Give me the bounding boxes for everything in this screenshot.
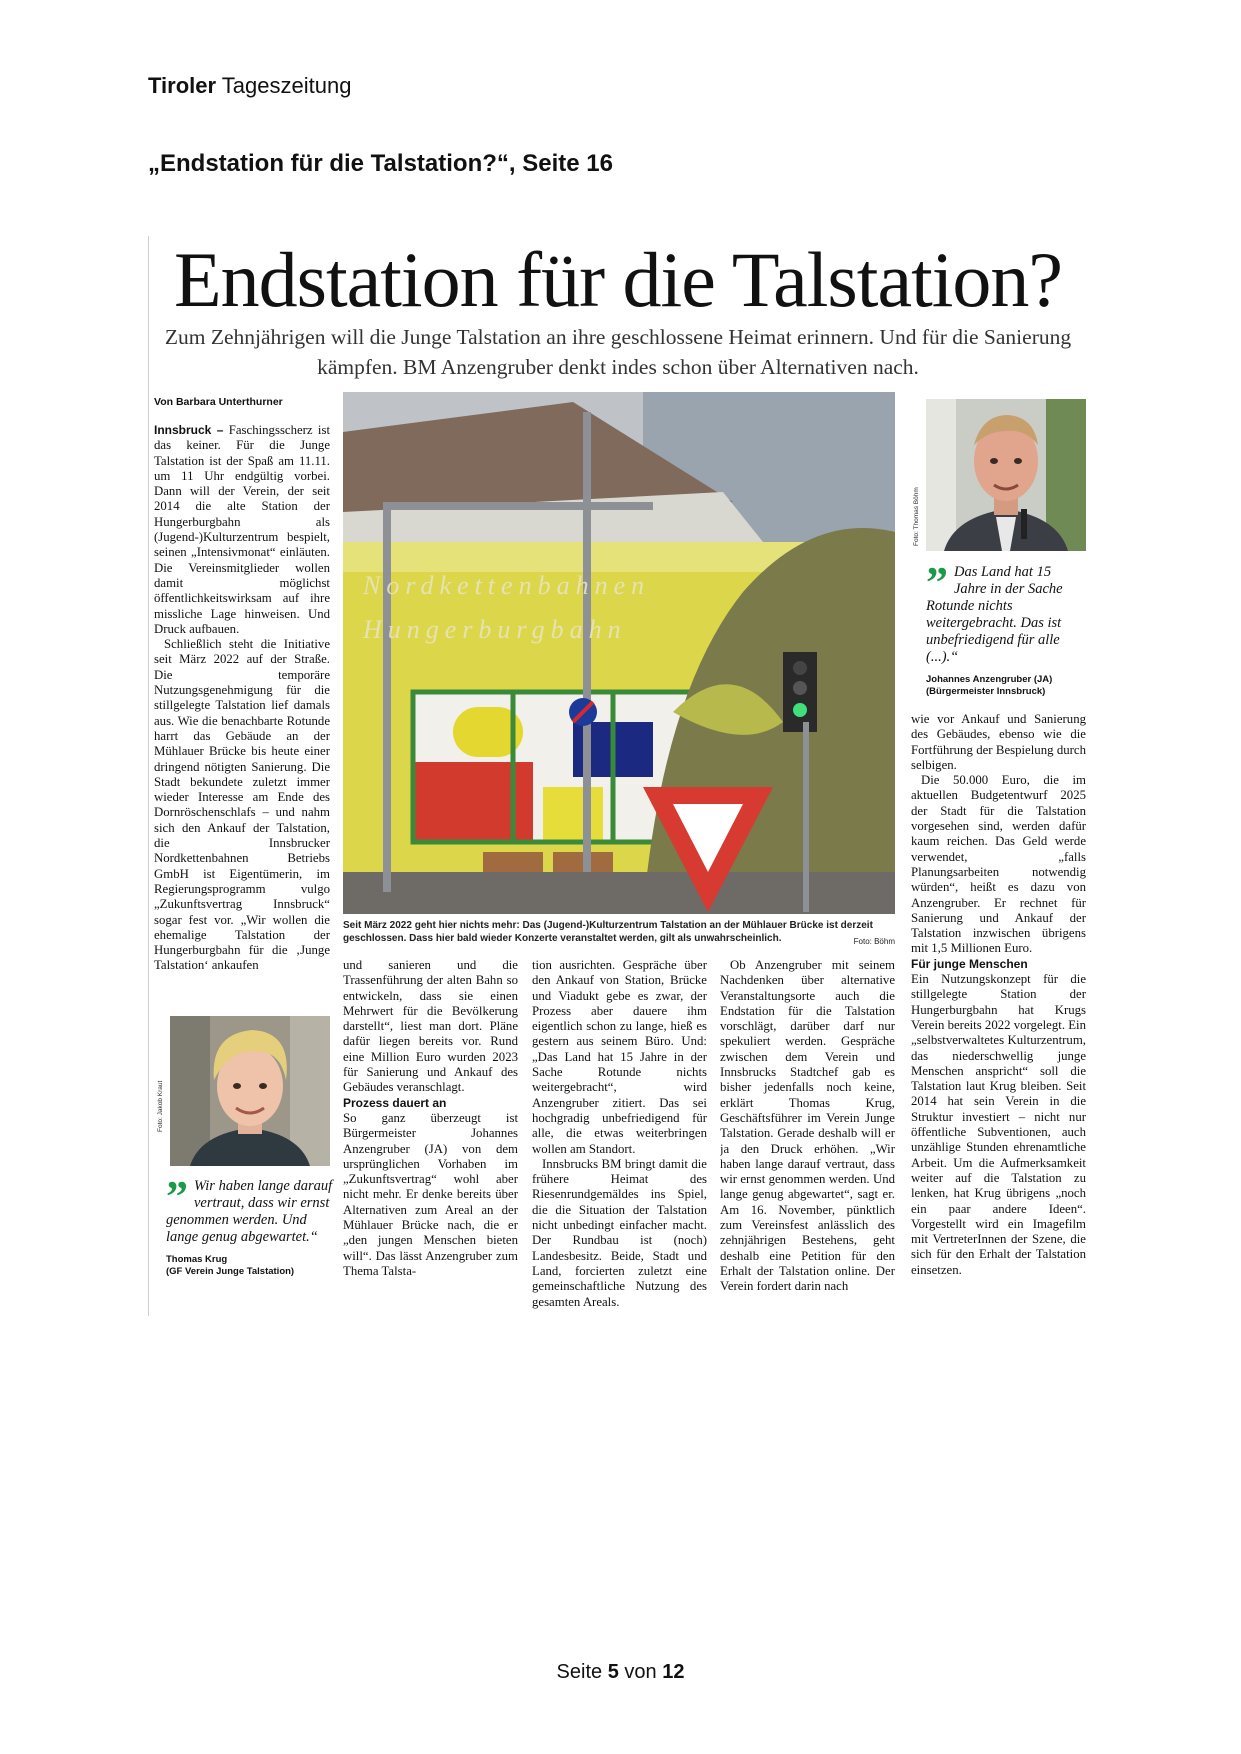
footer-page-total: 12 bbox=[662, 1661, 685, 1683]
photo-credit-krug: Foto: Jakob Kraut bbox=[157, 1080, 164, 1132]
pull-quote-anzengruber-text: Das Land hat 15 Jahre in der Sache Rotunde nichts weitergebracht. Das ist unbefriedigend für alle (...).“ bbox=[926, 564, 1063, 665]
col1-paragraph-2: Schließlich steht die Initiative seit März 2022 auf der Straße. Die temporäre Nutzungsgenehmigung für die stillgelegte Talstation lief damals aus. Wie die benachbarte Rotunde harrt das Gebäude an der Mühlauer Brücke bis heute einer dringend nötigten Sanierung. Die Stadt bekundete zuletzt immer wieder Interesse am Ende des Dornröschenschlafs – und nahm sich den Ankauf der Talstation, die Innsbrucker Nordkettenbahnen Betriebs GmbH ist Eigentümerin, im Regierungsprogramm vulgo „Zukunftsvertrag Innsbruck“ sogar fest vor. „Wir wollen die ehemalige Talstation der Hungerburgbahn für die ‚Junge Talstation‘ ankaufen bbox=[154, 637, 330, 973]
photo-credit-anzengruber: Foto: Thomas Böhm bbox=[913, 487, 920, 546]
newspaper-clipping bbox=[148, 236, 1088, 1318]
talstation-photo bbox=[343, 392, 895, 914]
pull-quote-anzengruber-role: (Bürgermeister Innsbruck) bbox=[926, 686, 1046, 697]
pull-quote-anzengruber bbox=[926, 558, 1086, 698]
pull-quote-krug-name: Thomas Krug bbox=[166, 1254, 228, 1265]
column-4 bbox=[720, 958, 895, 1316]
col2-paragraph-2: So ganz überzeugt ist Bürgermeister Johannes Anzengruber (JA) von dem ursprünglichen Vorhaben im „Zukunftsvertrag“ wohl aber nicht mehr. Er denke bereits über Alternativen zum Areal an der Mühlauer Brücke nach, die er „den jungen Menschen bieten will“. Das lässt Anzengruber zum Thema Talsta- bbox=[343, 1110, 518, 1278]
col5-paragraph-1: wie vor Ankauf und Sanierung des Gebäudes, ebenso wie die Fortführung der Bespielung durch selbigen. bbox=[911, 712, 1086, 772]
portrait-krug-image bbox=[170, 1016, 330, 1166]
dateline: Innsbruck – bbox=[154, 423, 224, 437]
byline: Von Barbara Unterthurner bbox=[154, 396, 283, 408]
portrait-johannes-anzengruber bbox=[926, 399, 1086, 551]
column-3 bbox=[532, 958, 707, 1316]
footer-middle: von bbox=[624, 1661, 657, 1683]
publication-name-rest: Tageszeitung bbox=[221, 73, 352, 98]
article-headline: Endstation für die Talstation? bbox=[173, 236, 1063, 323]
pull-quote-krug bbox=[166, 1172, 334, 1278]
col5-paragraph-2: Die 50.000 Euro, die im aktuellen Budgetentwurf 2025 der Stadt für die Talstation vorgesehen sind, werden dafür kaum reichen. Das Geld werde verwendet, „falls Planungsarbeiten notwendig würden“, heißt es dazu von Anzengruber. Er rechnet für Sanierung und Ankauf der Talstation inzwischen übrigens mit 1,5 Millionen Euro. bbox=[911, 773, 1086, 956]
main-photo bbox=[343, 392, 895, 914]
photo-caption-text: Seit März 2022 geht hier nichts mehr: Das (Jugend-)Kulturzentrum Talstation an der Mühlauer Brücke ist derzeit geschlossen. Dass hier bald wieder Konzerte veranstaltet werden, gilt als unwahrscheinlich. bbox=[343, 920, 873, 944]
portrait-anzengruber-image bbox=[926, 399, 1086, 551]
column-1 bbox=[154, 423, 330, 1005]
quote-mark-icon: ” bbox=[926, 558, 948, 607]
publication-name bbox=[148, 73, 351, 99]
photo-caption-credit: Foto: Böhm bbox=[853, 937, 895, 946]
page-footer bbox=[0, 1661, 1241, 1684]
footer-prefix: Seite bbox=[556, 1661, 603, 1683]
subhead-prozess: Prozess dauert an bbox=[343, 1095, 447, 1110]
subhead-junge-menschen: Für junge Menschen bbox=[911, 956, 1028, 971]
pull-quote-anzengruber-name: Johannes Anzengruber (JA) bbox=[926, 674, 1053, 685]
portrait-thomas-krug bbox=[170, 1016, 330, 1166]
photo-caption bbox=[343, 919, 895, 948]
col2-paragraph-1: und sanieren und die Trassenführung der alten Bahn so entwickeln, dass sie einen Mehrwert für die Bevölkerung darstellt“, liest man dort. Pläne dafür liegen bereits vor. Rund eine Million Euro wurden 2023 für Sanierung und Ankauf des Gebäudes veranschlagt. bbox=[343, 958, 518, 1095]
quote-mark-icon: ” bbox=[166, 1172, 188, 1221]
article-deck: Zum Zehnjährigen will die Junge Talstation an ihre geschlossene Heimat erinnern. Und für die Sanierung kämpfen. BM Anzengruber denkt indes schon über Alternativen nach. bbox=[164, 325, 1072, 379]
article-reference: „Endstation für die Talstation?“, Seite 16 bbox=[148, 150, 613, 177]
pull-quote-krug-role: (GF Verein Junge Talstation) bbox=[166, 1266, 295, 1277]
col3-paragraph-1: tion ausrichten. Gespräche über den Ankauf von Station, Brücke und Viadukt gebe es zwar, der Prozess aber dauere ihm eigentlich schon zu lange, hieß es gestern aus seinem Büro. Und: „Das Land hat 15 Jahre in der Sache Rotunde nichts weitergebracht“, wird Anzengruber zitiert. Das sei hochgradig unbefriedigend für alle, die etwas weiterbringen wollen am Standort. bbox=[532, 958, 707, 1156]
col4-paragraph-1: Ob Anzengruber mit seinem Nachdenken über alternative Veranstaltungsorte auch die Endstation für die Talstation vorschlägt, darüber darf nur spekuliert werden. Gespräche zwischen dem Verein und Innsbrucks Stadtchef gab es bisher jedenfalls noch keine, erklärt Thomas Krug, Geschäftsführer im Verein Junge Talstation. Gerade deshalb will er ja den Druck erhöhen. „Wir haben lange darauf vertraut, dass wir ernst genommen werden. Und lange genug abgewartet“, sagt er. Am 16. November, pünktlich zum Vereinsfest anlässlich des zehnjährigen Bestehens, geht deshalb eine Petition für den Erhalt der Talstation online. Der Verein fordert darin nach bbox=[720, 958, 895, 1294]
col5-paragraph-3: Ein Nutzungskonzept für die stillgelegte Station der Hungerburgbahn hat Krugs Verein bereits 2022 vorgelegt. Ein „selbstverwaltetes Kulturzentrum, das niederschwellig junge Menschen anspricht“ soll die Talstation laut Krug bleiben. Seit 2014 hat sein Verein in die Struktur investiert – nicht nur öffentliche Subventionen, auch unzählige Stunden ehrenamtliche Arbeit. Um die Aufmerksamkeit weiter auf die Talstation zu lenken, hat Krug übrigens „noch ein paar andere Ideen“. Vorgestellt wird ein Imagefilm mit VertreterInnen der Szene, die sich für den Erhalt der Talstation einsetzen. bbox=[911, 972, 1086, 1277]
col3-paragraph-2: Innsbrucks BM bringt damit die frühere Heimat des Riesenrundgemäldes ins Spiel, die die Situation der Talstation nicht unbedingt einfacher macht. Der Rundbau ist (noch) Landesbesitz. Beide, Stadt und Land, forcierten zuletzt eine gemeinschaftliche Nutzung des gesamten Areals. bbox=[532, 1156, 707, 1309]
pull-quote-krug-text: Wir haben lange darauf vertraut, dass wir ernst genommen werden. Und lange genug abgewartet.“ bbox=[166, 1178, 333, 1245]
building-lettering: Nordkettenbahnen Hungerburgbahn bbox=[363, 571, 651, 644]
col1-paragraph-1: Faschingsscherz ist das keiner. Für die Junge Talstation ist der Spaß am 11.11. um 11 Uhr endgültig vorbei. Dann will der Verein, der seit 2014 die alte Station der Hungerburgbahn als (Jugend-)Kulturzentrum bespielt, seinen „Intensivmonat“ einläuten. Die Vereinsmitglieder wollen damit möglichst öffentlichkeitswirksam auf ihre missliche Lage hinweisen. Und Druck aufbauen. bbox=[154, 423, 330, 636]
column-2 bbox=[343, 958, 518, 1316]
publication-name-bold: Tiroler bbox=[148, 73, 217, 98]
column-5 bbox=[911, 712, 1086, 1316]
footer-page-number: 5 bbox=[607, 1661, 619, 1683]
